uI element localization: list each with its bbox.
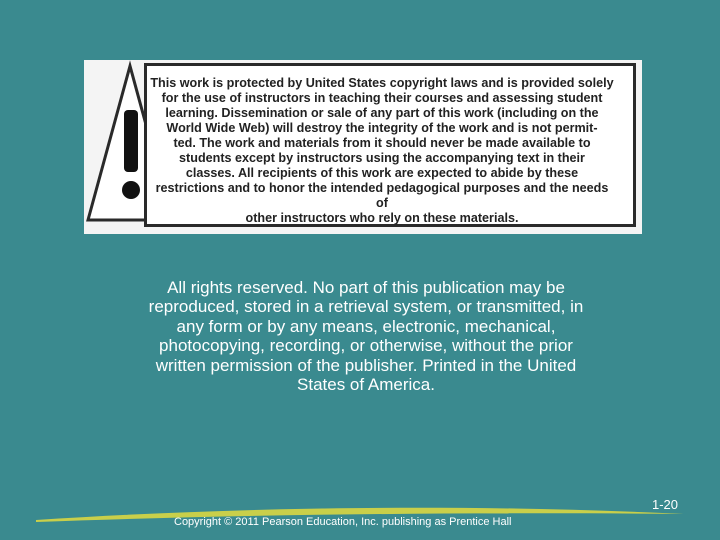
copyright-footer: Copyright © 2011 Pearson Education, Inc. publishing as Prentice Hall	[174, 516, 512, 528]
notice-line: This work is protected by United States copyright laws and is provided solely	[150, 76, 614, 90]
notice-line: classes. All recipients of this work are expected to abide by these	[185, 166, 579, 180]
copyright-notice-box	[84, 60, 642, 234]
notice-text	[148, 76, 616, 226]
notice-line: ted. The work and materials from it should never be made available to	[173, 136, 591, 150]
notice-line: learning. Dissemination or sale of any part of this work (including on the	[165, 106, 599, 120]
notice-line: restrictions and to honor the intended pedagogical purposes and the needs of	[155, 181, 609, 210]
page-number: 1-20	[651, 497, 678, 512]
notice-line: for the use of instructors in teaching their courses and assessing student	[161, 91, 603, 105]
notice-line: other instructors who rely on these materials.	[245, 211, 519, 225]
notice-line: World Wide Web) will destroy the integrity of the work and is not permit-	[166, 121, 598, 135]
rights-statement: All rights reserved. No part of this publication may be reproduced, stored in a retrieval system, or transmitted, in any form or by any means, electronic, mechanical, photocopying, recording, or otherwise, without the prior written permission of the publisher. Printed in the United States of America.	[148, 278, 584, 395]
notice-line: students except by instructors using the accompanying text in their	[179, 151, 585, 165]
